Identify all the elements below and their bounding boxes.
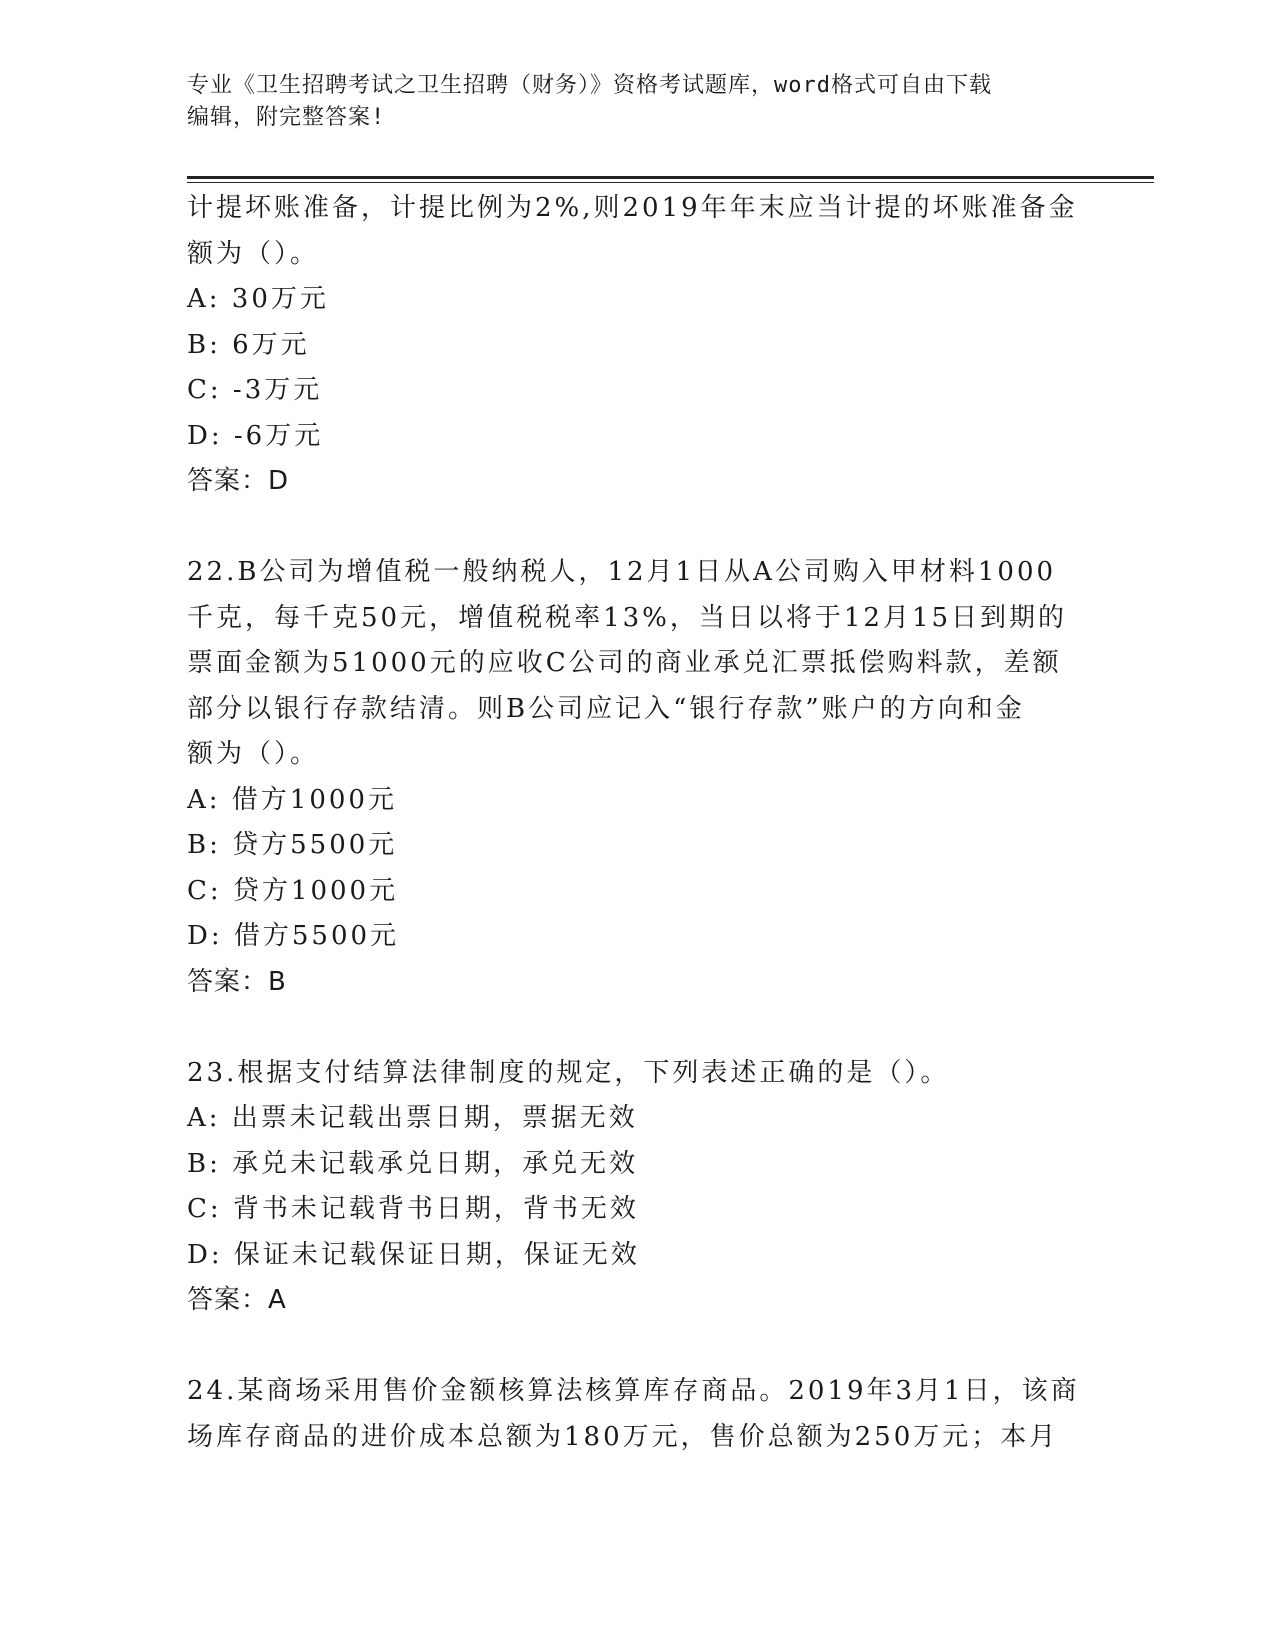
option-d: D: 保证未记载保证日期，保证无效: [187, 1239, 640, 1270]
question-stem-line: 24.某商场采用售价金额核算法核算库存商品。2019年3月1日，该商: [187, 1376, 1080, 1406]
question-21: [187, 186, 1087, 505]
header-divider-thick: [187, 176, 1154, 179]
option-a: A: 30万元: [187, 284, 329, 314]
header-divider-thin: [187, 182, 1154, 183]
question-spacer: [187, 1005, 1087, 1051]
answer-line: 答案：A: [187, 1285, 287, 1315]
question-stem-line: 额为（）。: [187, 238, 320, 269]
question-23: [187, 1051, 1087, 1324]
question-stem-line: 票面金额为51000元的应收C公司的商业承兑汇票抵偿购料款，差额: [187, 648, 1062, 678]
option-c: C: 背书未记载背书日期，背书无效: [187, 1194, 639, 1224]
header-line-2: 编辑，附完整答案!: [187, 105, 386, 130]
option-a: A: 出票未记载出票日期，票据无效: [187, 1103, 638, 1133]
question-24: [187, 1369, 1087, 1460]
question-stem-line: 计提坏账准备，计提比例为2%,则2019年年末应当计提的坏账准备金: [187, 193, 1078, 223]
document-header: [187, 70, 1087, 134]
option-d: D: 借方5500元: [187, 921, 400, 951]
question-spacer: [187, 505, 1087, 551]
header-line-1: 专业《卫生招聘考试之卫生招聘（财务）》资格考试题库，word格式可自由下载: [187, 73, 992, 98]
option-d: D: -6万元: [187, 420, 324, 451]
question-stem-line: 额为（）。: [187, 739, 320, 769]
answer-line: 答案：B: [187, 966, 287, 997]
option-b: B: 承兑未记载承兑日期，承兑无效: [187, 1148, 639, 1179]
question-stem-line: 23.根据支付结算法律制度的规定，下列表述正确的是（）。: [187, 1057, 950, 1088]
option-c: C: -3万元: [187, 375, 323, 405]
question-stem-line: 场库存商品的进价成本总额为180万元，售价总额为250万元；本月: [187, 1421, 1059, 1452]
option-a: A: 借方1000元: [187, 784, 397, 815]
option-b: B: 贷方5500元: [187, 830, 398, 860]
question-stem-line: 部分以银行存款结清。则B公司应记入“银行存款”账户的方向和金: [187, 693, 1025, 724]
question-stem-line: 千克，每千克50元，增值税税率13%，当日以将于12月15日到期的: [187, 602, 1068, 633]
question-spacer: [187, 1324, 1087, 1370]
question-stem-line: 22.B公司为增值税一般纳税人，12月1日从A公司购入甲材料1000: [187, 557, 1057, 587]
question-22: [187, 550, 1087, 1005]
question-content: [187, 186, 1087, 1460]
option-c: C: 贷方1000元: [187, 875, 399, 906]
option-b: B: 6万元: [187, 329, 310, 360]
answer-line: 答案：D: [187, 466, 290, 496]
